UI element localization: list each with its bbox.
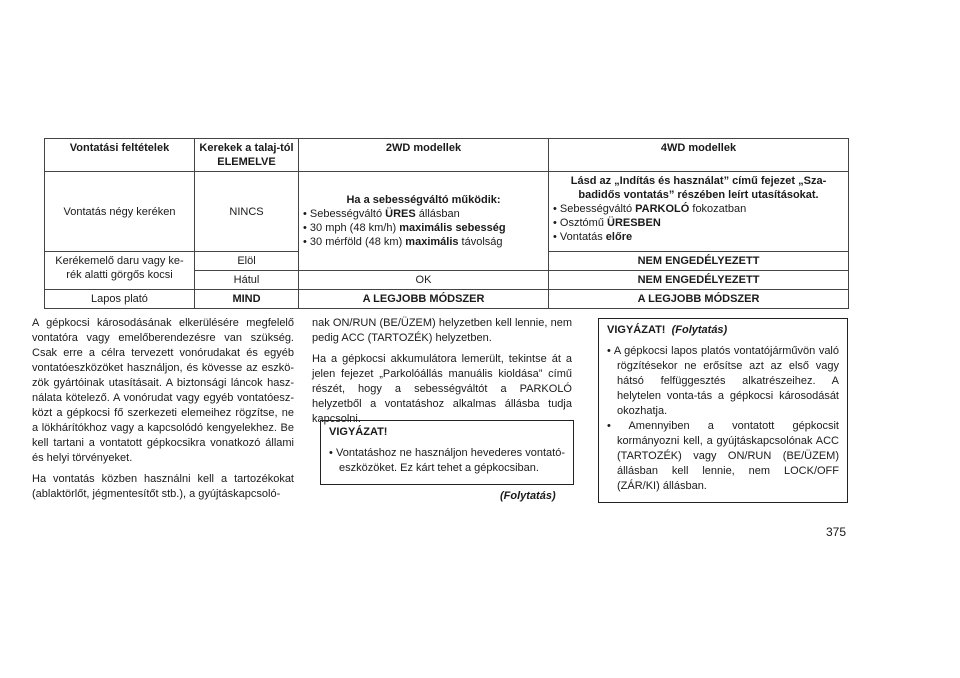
header-4wd: 4WD modellek	[549, 139, 849, 172]
warning-item: • A gépkocsi lapos platós vontatójárművön való rögzítésekor ne erősítse azt az első vagy hátsó felfüggesztés alkatrészeihez. A helytelen vonta-tás a gépkocsi károsodását okozhatja.	[607, 344, 839, 419]
row-label-four-wheels: Vontatás négy keréken	[45, 172, 195, 252]
table-row	[45, 290, 849, 309]
cell-4wd-front: NEM ENGEDÉLYEZETT	[549, 252, 849, 271]
body-column-1	[32, 316, 294, 508]
4wd-list	[553, 202, 844, 244]
list-item: • Osztómű ÜRESBEN	[553, 216, 844, 230]
list-item: • Sebességváltó ÜRES állásban	[303, 207, 544, 221]
header-2wd: 2WD modellek	[299, 139, 549, 172]
4wd-heading: Lásd az „Indítás és használat” című fejezet „Sza-badidős vontatás” részében leírt utasításokat.	[570, 175, 827, 201]
page-number: 375	[826, 525, 847, 539]
2wd-heading: Ha a sebességváltó működik:	[346, 194, 501, 206]
cell-4wd-flatbed: A LEGJOBB MÓDSZER	[549, 290, 849, 309]
row-label-flatbed: Lapos plató	[45, 290, 195, 309]
2wd-list	[303, 207, 544, 249]
row-label-wheel-lift: Kerékemelő daru vagy ke-rék alatti görgős kocsi	[45, 252, 195, 290]
row-lifted-front: Elöl	[195, 252, 299, 271]
table-header-row	[45, 139, 849, 172]
header-wheels-lifted: Kerekek a talaj-tól ELEMELVE	[195, 139, 299, 172]
towing-table	[44, 138, 849, 309]
list-item: • 30 mph (48 km/h) maximális sebesség	[303, 221, 544, 235]
warning-title: VIGYÁZAT!	[329, 426, 388, 438]
cell-2wd-flatbed: A LEGJOBB MÓDSZER	[299, 290, 549, 309]
paragraph: nak ON/RUN (BE/ÜZEM) helyzetben kell lennie, nem pedig ACC (TARTOZÉK) helyzetben.	[312, 317, 572, 344]
warning-title: VIGYÁZAT! (Folytatás)	[607, 324, 728, 336]
warning-list	[607, 344, 839, 494]
warning-box	[320, 420, 574, 485]
warning-subtitle: (Folytatás)	[671, 324, 728, 336]
row-lifted-rear: Hátul	[195, 271, 299, 290]
list-item: • Sebességváltó PARKOLÓ fokozatban	[553, 202, 844, 216]
cell-4wd-rear: NEM ENGEDÉLYEZETT	[549, 271, 849, 290]
paragraph: Ha vontatás közben használni kell a tartozékokat (ablaktörlőt, jégmentesítőt stb.), a gyújtáskapcsoló-	[32, 473, 294, 500]
continued-label: (Folytatás)	[500, 490, 556, 502]
list-item: • 30 mérföld (48 km) maximális távolság	[303, 235, 544, 249]
paragraph: Ha a gépkocsi akkumulátora lemerült, tekintse át a jelen fejezet „Parkolóállás manuális kioldása” című részét, hogy a sebességváltót a PARKOLÓ helyzetből a vontatáshoz alkalmas állásba tudja kapcsolni.	[312, 353, 572, 425]
cell-2wd-rear: OK	[299, 271, 549, 290]
cell-2wd-instructions	[299, 172, 549, 271]
header-conditions: Vontatási feltételek	[45, 139, 195, 172]
row-lifted-none: NINCS	[195, 172, 299, 252]
cell-4wd-instructions	[549, 172, 849, 252]
list-item: • Vontatás előre	[553, 230, 844, 244]
warning-item: • Amennyiben a vontatott gépkocsit kormányozni kell, a gyújtáskapcsolónak ACC (TARTOZÉK) vagy ON/RUN (BE/ÜZEM) állásban kell lennie, nem LOCK/OFF (ZÁR/KI) állásban.	[607, 419, 839, 494]
warning-box-continued	[598, 318, 848, 503]
body-column-2	[312, 316, 572, 433]
table-row	[45, 172, 849, 252]
paragraph: A gépkocsi károsodásának elkerülésére megfelelő vontatóra vagy emelőberendezésre van szükség. Csak erre a célra tervezett vonórudakat és egyéb vontatóeszközöket használjon, és kövesse az eszkö-zök gyártóinak utasításait. A biztonsági láncok hasz-nálata kötelező. A vonórudat vagy egyéb vontatóesz-közt a gépkocsi fő szerkezeti elemeihez rögzítse, ne a lökhárítókhoz vagy a kapcsolódó kengyelekhez. Be kell tartani a vontatott gépkocsikra vonatkozó állami és helyi törvényeket.	[32, 317, 294, 464]
warning-item: • Vontatáshoz ne használjon hevederes vontató-eszközöket. Ez kárt tehet a gépkocsiban.	[329, 446, 565, 476]
warning-list	[329, 446, 565, 476]
row-lifted-all: MIND	[195, 290, 299, 309]
